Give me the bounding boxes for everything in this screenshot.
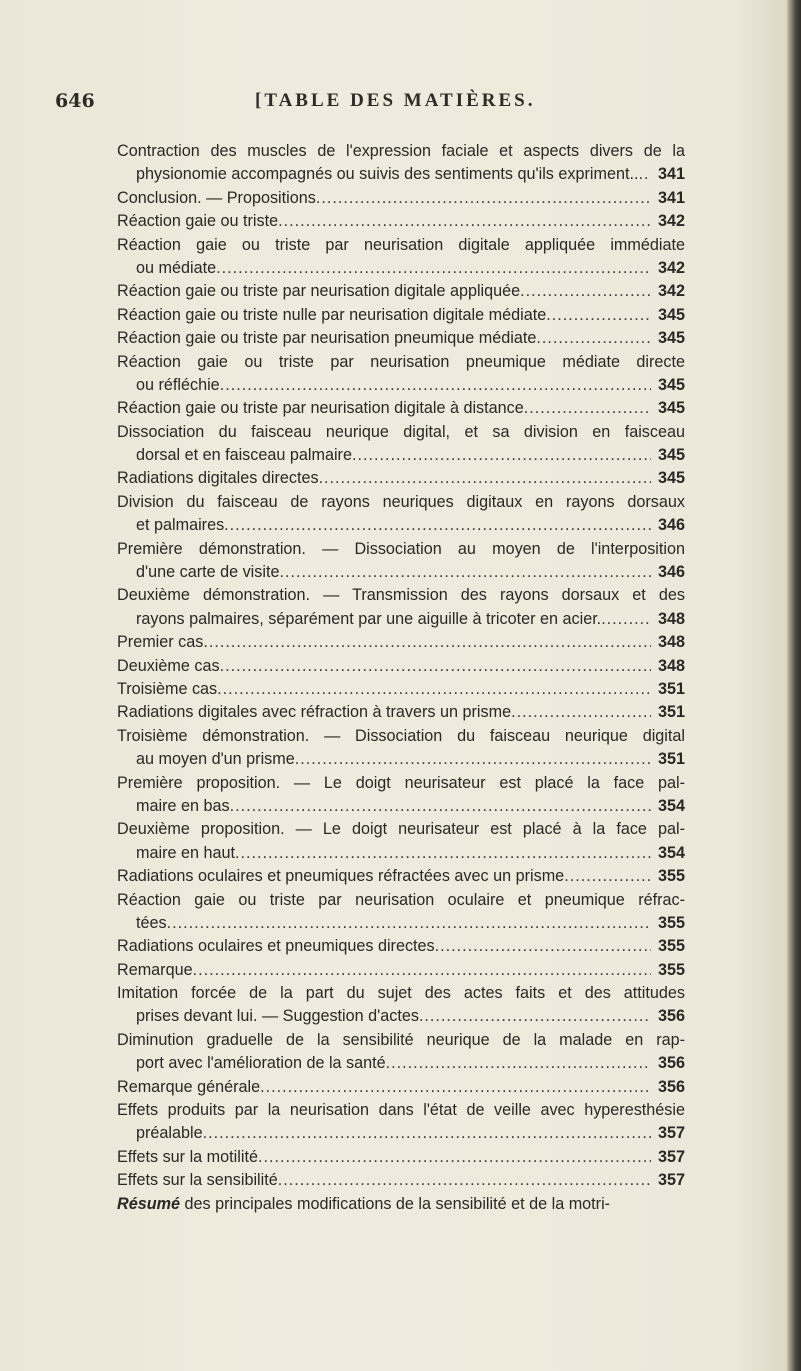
running-title: [TABLE DES MATIÈRES. bbox=[255, 90, 536, 111]
toc-page-number: 348 bbox=[657, 656, 685, 675]
toc-entry-text: Radiations oculaires et pneumiques réfractées avec un prisme bbox=[117, 867, 565, 886]
table-of-contents bbox=[117, 140, 685, 1216]
toc-entry-text: au moyen d'un prisme bbox=[136, 750, 295, 769]
toc-entry-text: Radiations digitales directes bbox=[117, 469, 319, 488]
toc-entry-text: Troisième démonstration. — Dissociation du faisceau neurique digital bbox=[117, 726, 685, 745]
toc-line bbox=[117, 748, 685, 771]
toc-entry-text: physionomie accompagnés ou suivis des sentiments qu'ils expriment.. bbox=[136, 165, 639, 184]
dot-leader bbox=[295, 748, 651, 771]
toc-entry bbox=[117, 701, 685, 724]
toc-entry-text: Deuxième cas bbox=[117, 656, 220, 675]
toc-line bbox=[117, 187, 685, 210]
toc-page-number: 356 bbox=[657, 1077, 685, 1096]
toc-entry bbox=[117, 421, 685, 468]
toc-line bbox=[117, 374, 685, 397]
dot-leader bbox=[220, 655, 651, 678]
toc-line bbox=[117, 1146, 685, 1169]
toc-entry bbox=[117, 959, 685, 982]
toc-line bbox=[117, 561, 685, 584]
toc-entry-text: maire en haut bbox=[136, 843, 235, 862]
toc-line bbox=[117, 163, 685, 186]
toc-entry bbox=[117, 982, 685, 1029]
toc-line bbox=[117, 655, 685, 678]
toc-line bbox=[117, 397, 685, 420]
toc-entry-text: Réaction gaie ou triste par neurisation digitale appliquée bbox=[117, 282, 521, 301]
dot-leader bbox=[601, 608, 651, 631]
toc-entry-text: Réaction gaie ou triste par neurisation oculaire et pneumique réfrac- bbox=[117, 890, 685, 909]
toc-line bbox=[117, 210, 685, 233]
dot-leader bbox=[216, 257, 651, 280]
dot-leader bbox=[203, 1122, 651, 1145]
dot-leader bbox=[278, 1169, 651, 1192]
toc-line bbox=[117, 304, 685, 327]
toc-line bbox=[117, 327, 685, 350]
toc-line bbox=[117, 818, 685, 841]
toc-line bbox=[117, 421, 685, 444]
toc-line bbox=[117, 982, 685, 1005]
toc-page-number: 341 bbox=[657, 188, 685, 207]
toc-entry bbox=[117, 280, 685, 303]
toc-page-number: 351 bbox=[657, 679, 685, 698]
toc-entry bbox=[117, 140, 685, 187]
toc-line bbox=[117, 725, 685, 748]
toc-entry-text: rayons palmaires, séparément par une aiguille à tricoter en acier. bbox=[136, 609, 602, 628]
toc-entry-text: Réaction gaie ou triste par neurisation pneumique médiate bbox=[117, 329, 537, 348]
toc-entry-text: Premier cas bbox=[117, 633, 204, 652]
toc-page-number: 345 bbox=[657, 375, 685, 394]
dot-leader bbox=[352, 444, 651, 467]
toc-entry bbox=[117, 467, 685, 490]
toc-page-number: 341 bbox=[657, 165, 685, 184]
dot-leader bbox=[235, 842, 651, 865]
toc-entry bbox=[117, 889, 685, 936]
toc-entry bbox=[117, 865, 685, 888]
toc-page-number: 356 bbox=[657, 1054, 685, 1073]
dot-leader bbox=[524, 397, 651, 420]
dot-leader bbox=[260, 1076, 651, 1099]
toc-entry-text: Division du faisceau de rayons neuriques digitaux en rayons dorsaux bbox=[117, 492, 685, 511]
toc-entry bbox=[117, 304, 685, 327]
toc-page-number: 357 bbox=[657, 1171, 685, 1190]
dot-leader bbox=[193, 959, 651, 982]
toc-entry-text: Remarque bbox=[117, 960, 193, 979]
toc-line bbox=[117, 584, 685, 607]
dot-leader bbox=[520, 280, 651, 303]
toc-entry bbox=[117, 1193, 685, 1216]
dot-leader bbox=[316, 187, 651, 210]
toc-entry bbox=[117, 935, 685, 958]
toc-entry-text: Première démonstration. — Dissociation au moyen de l'interposition bbox=[117, 539, 685, 558]
toc-line bbox=[117, 865, 685, 888]
toc-entry bbox=[117, 491, 685, 538]
dot-leader bbox=[435, 935, 651, 958]
toc-entry-text: Première proposition. — Le doigt neurisateur est placé la face pal- bbox=[117, 773, 685, 792]
dot-leader bbox=[258, 1146, 651, 1169]
toc-entry-text: Réaction gaie ou triste nulle par neurisation digitale médiate bbox=[117, 305, 547, 324]
toc-page-number: 342 bbox=[657, 282, 685, 301]
dot-leader bbox=[203, 631, 651, 654]
toc-entry bbox=[117, 327, 685, 350]
dot-leader bbox=[419, 1005, 651, 1028]
toc-line bbox=[117, 491, 685, 514]
toc-line bbox=[117, 912, 685, 935]
toc-page-number: 355 bbox=[657, 960, 685, 979]
toc-entry-text: Imitation forcée de la part du sujet des actes faits et des attitudes bbox=[117, 984, 685, 1003]
toc-entry-text: Réaction gaie ou triste par neurisation digitale appliquée immédiate bbox=[117, 235, 685, 254]
toc-page-number: 342 bbox=[657, 212, 685, 231]
dot-leader bbox=[536, 327, 651, 350]
toc-entry bbox=[117, 772, 685, 819]
toc-line bbox=[117, 1099, 685, 1122]
toc-page-number: 351 bbox=[657, 703, 685, 722]
page-number: 646 bbox=[55, 90, 95, 112]
toc-entry-text: Deuxième proposition. — Le doigt neurisateur est placé à la face pal- bbox=[117, 820, 685, 839]
toc-line bbox=[117, 351, 685, 374]
toc-entry-text: Diminution graduelle de la sensibilité neurique de la malade en rap- bbox=[117, 1030, 685, 1049]
toc-page-number: 348 bbox=[657, 609, 685, 628]
toc-entry-text: et palmaires bbox=[136, 516, 225, 535]
toc-entry bbox=[117, 584, 685, 631]
toc-entry-text: Effets sur la motilité bbox=[117, 1147, 258, 1166]
toc-entry-text: Radiations oculaires et pneumiques directes bbox=[117, 937, 435, 956]
toc-line bbox=[117, 772, 685, 795]
toc-line bbox=[117, 959, 685, 982]
toc-entry-text: Réaction gaie ou triste bbox=[117, 212, 279, 231]
dot-leader bbox=[278, 210, 651, 233]
toc-entry bbox=[117, 818, 685, 865]
toc-page-number: 342 bbox=[657, 258, 685, 277]
toc-entry bbox=[117, 725, 685, 772]
toc-entry-text: Effets produits par la neurisation dans l'état de veille avec hyperesthésie bbox=[117, 1101, 685, 1120]
toc-page-number: 355 bbox=[657, 913, 685, 932]
toc-entry-text: Effets sur la sensibilité bbox=[117, 1171, 278, 1190]
dot-leader bbox=[224, 514, 651, 537]
dot-leader bbox=[220, 374, 651, 397]
toc-page-number: 354 bbox=[657, 843, 685, 862]
toc-line bbox=[117, 701, 685, 724]
toc-page-number: 351 bbox=[657, 750, 685, 769]
toc-line bbox=[117, 467, 685, 490]
dot-leader bbox=[279, 561, 651, 584]
toc-page-number: 345 bbox=[657, 399, 685, 418]
toc-entry-text: Remarque générale bbox=[117, 1077, 261, 1096]
toc-entry bbox=[117, 210, 685, 233]
toc-line bbox=[117, 935, 685, 958]
toc-entry bbox=[117, 187, 685, 210]
toc-entry bbox=[117, 234, 685, 281]
dot-leader bbox=[167, 912, 651, 935]
toc-line bbox=[117, 1193, 685, 1216]
toc-line bbox=[117, 280, 685, 303]
toc-entry-text: dorsal et en faisceau palmaire bbox=[136, 446, 352, 465]
toc-line bbox=[117, 608, 685, 631]
dot-leader bbox=[638, 163, 651, 186]
toc-entry-text: prises devant lui. — Suggestion d'actes bbox=[136, 1007, 419, 1026]
book-spine bbox=[787, 0, 801, 1371]
toc-line bbox=[117, 1122, 685, 1145]
page-header bbox=[55, 90, 695, 120]
toc-entry bbox=[117, 678, 685, 701]
toc-page-number: 354 bbox=[657, 796, 685, 815]
toc-line bbox=[117, 444, 685, 467]
toc-page-number: 346 bbox=[657, 516, 685, 535]
toc-entry bbox=[117, 1029, 685, 1076]
toc-entry bbox=[117, 538, 685, 585]
toc-line bbox=[117, 1076, 685, 1099]
toc-line bbox=[117, 795, 685, 818]
toc-entry bbox=[117, 1099, 685, 1146]
toc-entry-text: Deuxième démonstration. — Transmission des rayons dorsaux et des bbox=[117, 586, 685, 605]
toc-line bbox=[117, 514, 685, 537]
toc-entry-text: Réaction gaie ou triste par neurisation digitale à distance bbox=[117, 399, 524, 418]
toc-entry-text: ou réfléchie bbox=[136, 375, 220, 394]
dot-leader bbox=[546, 304, 651, 327]
toc-entry-text: Dissociation du faisceau neurique digital, et sa division en faisceau bbox=[117, 422, 685, 441]
toc-line bbox=[117, 257, 685, 280]
toc-entry-text: tées bbox=[136, 913, 167, 932]
dot-leader bbox=[386, 1052, 651, 1075]
toc-entry bbox=[117, 351, 685, 398]
toc-page-number: 345 bbox=[657, 446, 685, 465]
toc-page-number: 355 bbox=[657, 867, 685, 886]
toc-entry bbox=[117, 1076, 685, 1099]
toc-entry-text: ou médiate bbox=[136, 258, 217, 277]
toc-line bbox=[117, 1029, 685, 1052]
toc-entry bbox=[117, 397, 685, 420]
toc-entry-text: Troisième cas bbox=[117, 679, 218, 698]
toc-page-number: 346 bbox=[657, 563, 685, 582]
toc-entry bbox=[117, 655, 685, 678]
toc-entry-text: Radiations digitales avec réfraction à travers un prisme bbox=[117, 703, 512, 722]
toc-page-number: 355 bbox=[657, 937, 685, 956]
toc-entry-text: Résumé des principales modifications de la sensibilité et de la motri- bbox=[117, 1194, 611, 1213]
toc-entry bbox=[117, 631, 685, 654]
toc-page-number: 357 bbox=[657, 1124, 685, 1143]
toc-line bbox=[117, 842, 685, 865]
dot-leader bbox=[511, 701, 651, 724]
toc-line bbox=[117, 1005, 685, 1028]
toc-entry-text: Conclusion. — Propositions bbox=[117, 188, 316, 207]
toc-line bbox=[117, 1169, 685, 1192]
toc-line bbox=[117, 538, 685, 561]
toc-page-number: 348 bbox=[657, 633, 685, 652]
toc-entry-text: Contraction des muscles de l'expression faciale et aspects divers de la bbox=[117, 142, 685, 160]
toc-page-number: 357 bbox=[657, 1147, 685, 1166]
dot-leader bbox=[564, 865, 651, 888]
toc-page-number: 356 bbox=[657, 1007, 685, 1026]
toc-page-number: 345 bbox=[657, 329, 685, 348]
toc-page-number: 345 bbox=[657, 305, 685, 324]
toc-page-number: 345 bbox=[657, 469, 685, 488]
toc-entry-text: port avec l'amélioration de la santé bbox=[136, 1054, 386, 1073]
toc-entry-text: maire en bas bbox=[136, 796, 230, 815]
toc-entry bbox=[117, 1146, 685, 1169]
toc-line bbox=[117, 234, 685, 257]
dot-leader bbox=[217, 678, 651, 701]
toc-entry-text: Réaction gaie ou triste par neurisation pneumique médiate directe bbox=[117, 352, 685, 371]
toc-entry-text: préalable bbox=[136, 1124, 203, 1143]
toc-entry bbox=[117, 1169, 685, 1192]
toc-line bbox=[117, 889, 685, 912]
toc-line bbox=[117, 140, 685, 163]
dot-leader bbox=[230, 795, 651, 818]
dot-leader bbox=[319, 467, 651, 490]
toc-line bbox=[117, 631, 685, 654]
toc-entry-text: d'une carte de visite bbox=[136, 563, 280, 582]
toc-line bbox=[117, 678, 685, 701]
toc-line bbox=[117, 1052, 685, 1075]
